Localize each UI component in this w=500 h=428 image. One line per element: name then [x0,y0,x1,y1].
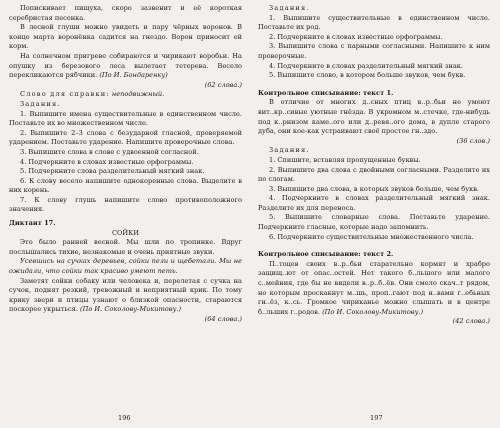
tasks-label: Задания. [269,4,310,12]
tasks-label: Задания. [269,146,310,155]
task-item: 5. Подчеркните слова разделительный мягкий знак. [20,167,205,176]
task-item: 5. Выпишите словарные слова. Поставьте ударение. Подчеркните гласные, которые надо запомнить. [258,213,490,232]
author-note: (По И. Соколову-Микитову.) [80,305,182,314]
paragraph: В отличие от многих д..сных птиц в..р..бьи не умеют вит..кр..сивые уютные гнёзда. В укромном м..стечке, где-нибудь под к..рнизом каме..ого или д..ревя..ого дома, в дупле старого дуба, они кое-как устраивают своё простое гн..здо. [258,98,490,136]
dictation-heading: Диктант 17. [9,219,56,228]
task-item: 2. Выпишите 2–3 слова с безударной гласной, проверяемой ударением. Поставьте ударение. Напишите проверочные слова. [9,128,242,147]
copy-heading: Контрольное списывание: текст 2. [258,250,394,259]
word-count: (64 слова.) [204,315,242,323]
task-item: 2. Выпишите два слова с двойными согласными. Разделите их по слогам. [258,165,490,184]
paragraph: Это было ранней весной. Мы шли по тропинке. Вдруг послышались тихие, незнакомые и очень приятные звуки. [9,238,242,256]
author-note: (По И. Бондаренку) [99,71,168,80]
word-count: (62 слова.) [204,80,242,89]
author-note: (По И. Соколову-Микитову.) [322,307,424,316]
task-item: 1. Выпишите имена существительные в единственном числе. Поставьте их во множественном числе. [9,109,242,128]
reference-value: неподвижный. [111,90,165,99]
task-item: 4. Подчеркните в словах разделительный мягкий знак. Разделите их для переноса. [258,194,490,212]
task-item: 4. Подчеркните в словах разделительный мягкий знак. [269,61,463,70]
paragraph-text: На солнечном пригреве собираются и чирикают воробьи. На опушку из березового леса вылетает тетерева. Весело перекликаются рябчики. [9,51,242,80]
task-item: 6. К слову весело напишите однокоренные слова. Выделите в них корень. [9,176,242,195]
task-item: 1. Выпишите существительные в единственном числе. Поставьте их род. [258,13,490,32]
task-item: 3. Выпишите слова в слове с удвоенной согласной. [20,147,199,156]
copy-heading: Контрольное списывание: текст 1. [258,88,394,97]
task-item: 1. Спишите, вставляя пропущенные буквы. [269,155,421,164]
left-page [9,4,242,325]
reference-label: Слово для справки: [20,90,110,99]
paragraph-text: П..тоцев своих в..р..бьи старательно кормят и храбро защищ..ют от опас..остей. Нет такого б..льшого или малого с..мейния, где бы не видели в..р..б..ёв. Они смело скач..т рядом, но которым проскакнут м..шь, проп..гают под н..вами г..ебьных гн..ёз, к..сь. Громкое чириканье можно слышать и в центре б..льших г..родов. [258,259,490,316]
paragraph: В лесной глуши можно увидеть и пару чёрных воронов. В конце марта воронёнка садится на гнездо. Ворон приносит ей корм. [9,23,242,51]
page-number-left: 196 [118,414,131,422]
paragraph: Усевшись на сучках деревьев, сойки пели и щебетали. Мы не ожидали, что сойки так красиво умеют петь. [9,257,242,276]
paragraph [258,260,490,318]
task-item: 2. Подчеркните в словах известные орфограммы. [269,32,443,41]
paragraph [9,52,242,81]
tasks-label: Задания. [20,99,61,108]
task-item: 6. Подчеркните существительные множественного числа. [269,232,474,241]
task-item: 5. Выпишите слово, в котором больше звуков, чем букв. [269,71,466,80]
paragraph: Попискивает пищуха, скоро зазвенит и её короткая серебристая песенка. [9,4,242,22]
paragraph [9,277,242,315]
word-count: (36 слов.) [456,136,490,145]
text-title: СОЙКИ [111,228,140,237]
task-item: 3. Выпишите два слова, в которых звуков больше, чем букв. [269,184,480,193]
word-count: (42 слова.) [452,317,490,326]
paragraph-text: Заметят сойки собаку или человека и, перелетая с сучка на сучок, поднят резкий, тревожный и неприятный крик. По тому крику звери и птицы узнают о близкой опасности, стараются поскорее укрыться. [9,276,242,314]
task-item: 7. К слову глушь напишите слово противоположного значения. [9,195,242,214]
task-item: 4. Подчеркните в словах известные орфограммы. [20,157,194,166]
task-item: 3. Выпишите слова с парными согласными. Напишите к ним проверочные. [258,42,490,60]
page-number-right: 197 [370,414,383,422]
right-page [258,4,490,327]
reference-word [9,90,242,100]
